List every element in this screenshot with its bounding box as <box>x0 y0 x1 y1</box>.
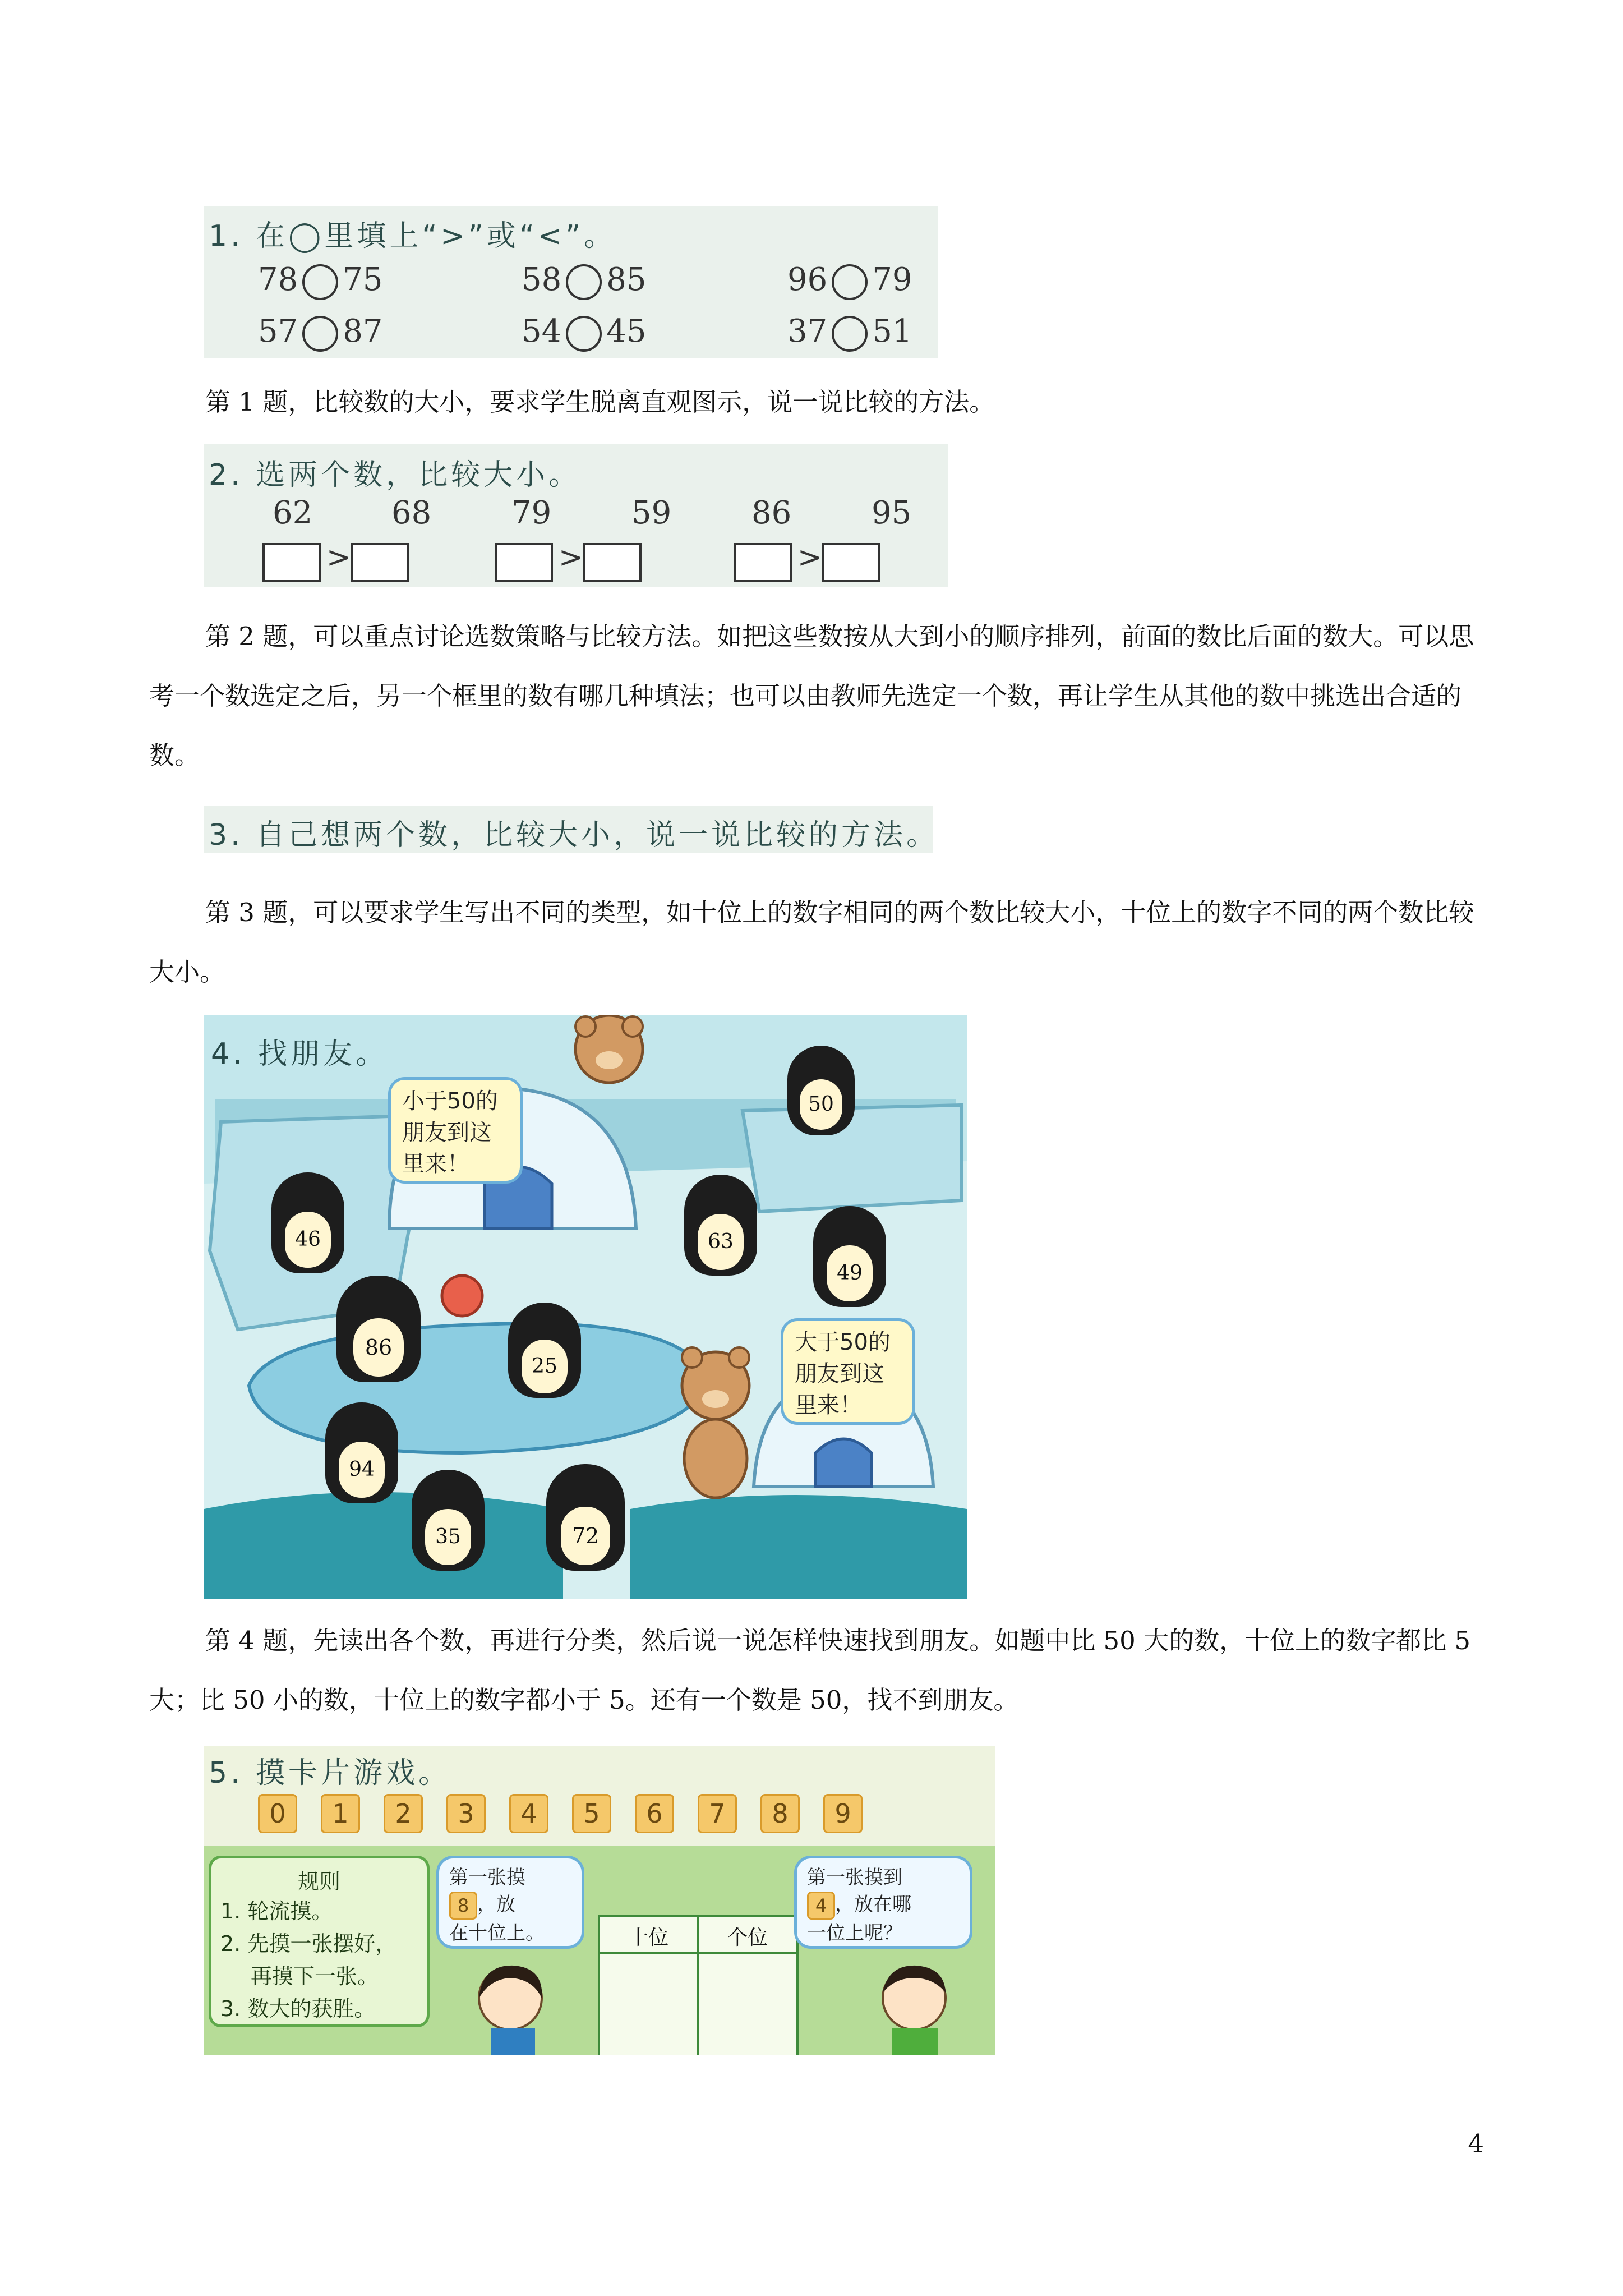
answer-circle[interactable] <box>566 316 602 352</box>
bubble-text: 第一张摸 <box>449 1866 525 1889</box>
compare-pair <box>258 261 383 300</box>
number-card[interactable]: 5 <box>572 1794 611 1833</box>
bubble-line <box>449 1891 571 1920</box>
answer-box[interactable] <box>262 543 321 582</box>
penguin-belly: 86 <box>353 1318 404 1377</box>
penguin[interactable] <box>336 1276 421 1382</box>
compare-pair <box>787 261 912 300</box>
speech-bubble-left-text: 小于50的朋友到这里来！ <box>402 1088 498 1177</box>
speech-bubble-right-text: 大于50的朋友到这里来！ <box>795 1329 891 1418</box>
exercise-2-heading: 2. 选两个数，比较大小。 <box>209 458 582 492</box>
greater-than-sign: > <box>797 541 822 574</box>
penguin-belly: 72 <box>561 1507 610 1565</box>
greater-than-sign: > <box>326 541 351 574</box>
penguin-belly: 63 <box>698 1214 744 1270</box>
greater-than-sign: > <box>559 541 583 574</box>
number: 96 <box>787 261 828 298</box>
boy-icon <box>860 1959 967 2055</box>
bubble-line <box>807 1920 960 1947</box>
compare-pair <box>522 261 647 300</box>
exercise-5-heading: 5. 摸卡片游戏。 <box>209 1756 451 1790</box>
number-card[interactable]: 2 <box>384 1794 423 1833</box>
penguin-belly: 94 <box>339 1442 385 1498</box>
number: 68 <box>391 495 432 531</box>
rule-item: 1. 轮流摸。 <box>220 1899 333 1924</box>
answer-circle[interactable] <box>302 316 338 352</box>
number: 75 <box>343 261 383 298</box>
number: 87 <box>343 313 383 349</box>
penguin[interactable] <box>787 1046 855 1135</box>
speech-bubble-right <box>781 1318 915 1425</box>
bubble-line <box>807 1891 960 1920</box>
answer-box[interactable] <box>351 543 409 582</box>
exercise-1-heading: 1. 在◯里填上“>”或“<”。 <box>209 219 617 253</box>
girl-icon <box>460 1959 566 2055</box>
penguin[interactable] <box>684 1175 757 1276</box>
column-tens: 十位 <box>628 1926 668 1949</box>
penguin-belly: 35 <box>425 1509 471 1565</box>
bubble-text: 在十位上。 <box>449 1921 545 1944</box>
speech-bubble-left <box>436 1856 584 1949</box>
exercise-4-illustration <box>204 1015 967 1599</box>
number-card[interactable]: 3 <box>446 1794 486 1833</box>
paragraph-4-text: 第 4 题，先读出各个数，再进行分类，然后说一说怎样快速找到朋友。如题中比 50 大的数，十位上的数字都比 5 大；比 50 小的数，十位上的数字都小于 5。还有一个数是 50，找不到朋友。 <box>149 1626 1471 1715</box>
bubble-line <box>807 1864 960 1891</box>
number: 51 <box>872 313 912 349</box>
number-card[interactable]: 1 <box>321 1794 360 1833</box>
penguin[interactable] <box>546 1464 625 1571</box>
number-card[interactable]: 9 <box>823 1794 863 1833</box>
bubble-line <box>449 1920 571 1947</box>
number-card: 8 <box>449 1892 477 1920</box>
rule-item: 3. 数大的获胜。 <box>220 1996 376 2021</box>
paragraph-2-text: 第 2 题，可以重点讨论选数策略与比较方法。如把这些数按从大到小的顺序排列，前面的数比后面的数大。可以思考一个数选定之后，另一个框里的数有哪几种填法；也可以由教师先选定一个数，再让学生从其他的数中挑选出合适的数。 <box>149 622 1474 770</box>
number: 58 <box>522 261 562 298</box>
exercise-3-image <box>204 806 939 853</box>
number: 86 <box>751 495 792 531</box>
compare-pair <box>787 313 912 352</box>
number-card[interactable]: 4 <box>509 1794 548 1833</box>
number: 59 <box>631 495 672 531</box>
answer-circle[interactable] <box>302 264 338 300</box>
rule-item: 再摸下一张。 <box>251 1964 379 1989</box>
number-card[interactable]: 0 <box>258 1794 297 1833</box>
exercise-3-heading: 3. 自己想两个数，比较大小，说一说比较的方法。 <box>209 818 939 852</box>
penguin-belly: 49 <box>827 1245 873 1301</box>
number-card[interactable]: 7 <box>698 1794 737 1833</box>
exercise-2-image <box>204 444 948 587</box>
column-ones: 个位 <box>727 1926 768 1949</box>
penguin-belly: 25 <box>522 1340 568 1393</box>
number: 79 <box>872 261 912 298</box>
number-card: 4 <box>807 1892 835 1920</box>
answer-circle[interactable] <box>566 264 602 300</box>
paragraph-4 <box>149 1611 1484 1730</box>
number: 85 <box>606 261 647 298</box>
paragraph-3-text: 第 3 题，可以要求学生写出不同的类型，如十位上的数字相同的两个数比较大小，十位上的数字不同的两个数比较大小。 <box>149 898 1474 987</box>
paragraph-1-text: 第 1 题，比较数的大小，要求学生脱离直观图示，说一说比较的方法。 <box>205 387 995 417</box>
speech-bubble-right <box>794 1856 972 1949</box>
answer-circle[interactable] <box>832 264 868 300</box>
bubble-text: ，放在哪 <box>835 1893 911 1916</box>
number: 79 <box>511 495 552 531</box>
penguin-belly: 50 <box>800 1079 842 1130</box>
bubble-text: ，放 <box>477 1893 515 1916</box>
number: 95 <box>872 495 912 531</box>
number: 62 <box>273 495 313 531</box>
number: 54 <box>522 313 562 349</box>
paragraph-1 <box>149 372 1484 432</box>
page-number: 4 <box>1468 2129 1484 2159</box>
penguin-belly: 46 <box>285 1212 331 1268</box>
speech-bubble-left <box>388 1077 523 1184</box>
bear-top-icon <box>575 1015 643 1083</box>
number: 78 <box>258 261 298 298</box>
answer-box[interactable] <box>495 543 553 582</box>
table-header-divider <box>600 1952 796 1954</box>
exercise-4-heading: 4. 找朋友。 <box>211 1037 389 1071</box>
penguin[interactable] <box>271 1172 344 1273</box>
penguin[interactable] <box>412 1470 485 1571</box>
number-card[interactable]: 8 <box>760 1794 800 1833</box>
number: 37 <box>787 313 828 349</box>
bubble-text: 一位上呢？ <box>807 1921 902 1944</box>
penguin[interactable] <box>325 1402 398 1503</box>
bubble-text: 第一张摸到 <box>807 1866 902 1889</box>
number-card[interactable]: 6 <box>635 1794 674 1833</box>
number: 57 <box>258 313 298 349</box>
answer-box[interactable] <box>583 543 642 582</box>
exercise-1-image <box>204 206 938 358</box>
bubble-line <box>449 1864 571 1891</box>
penguin[interactable] <box>508 1303 581 1398</box>
place-value-table <box>598 1915 799 2055</box>
answer-box[interactable] <box>822 543 880 582</box>
answer-circle[interactable] <box>832 316 868 352</box>
exercise-5-illustration <box>204 1746 995 2055</box>
penguin[interactable] <box>813 1206 886 1307</box>
rules-box <box>209 1856 430 2027</box>
answer-box[interactable] <box>734 543 792 582</box>
paragraph-2 <box>149 607 1484 785</box>
compare-pair <box>522 313 647 352</box>
compare-pair <box>258 313 383 352</box>
rule-item: 2. 先摸一张摆好， <box>220 1931 397 1956</box>
paragraph-3 <box>149 883 1484 1002</box>
rules-title: 规则 <box>297 1869 340 1894</box>
number: 45 <box>606 313 647 349</box>
